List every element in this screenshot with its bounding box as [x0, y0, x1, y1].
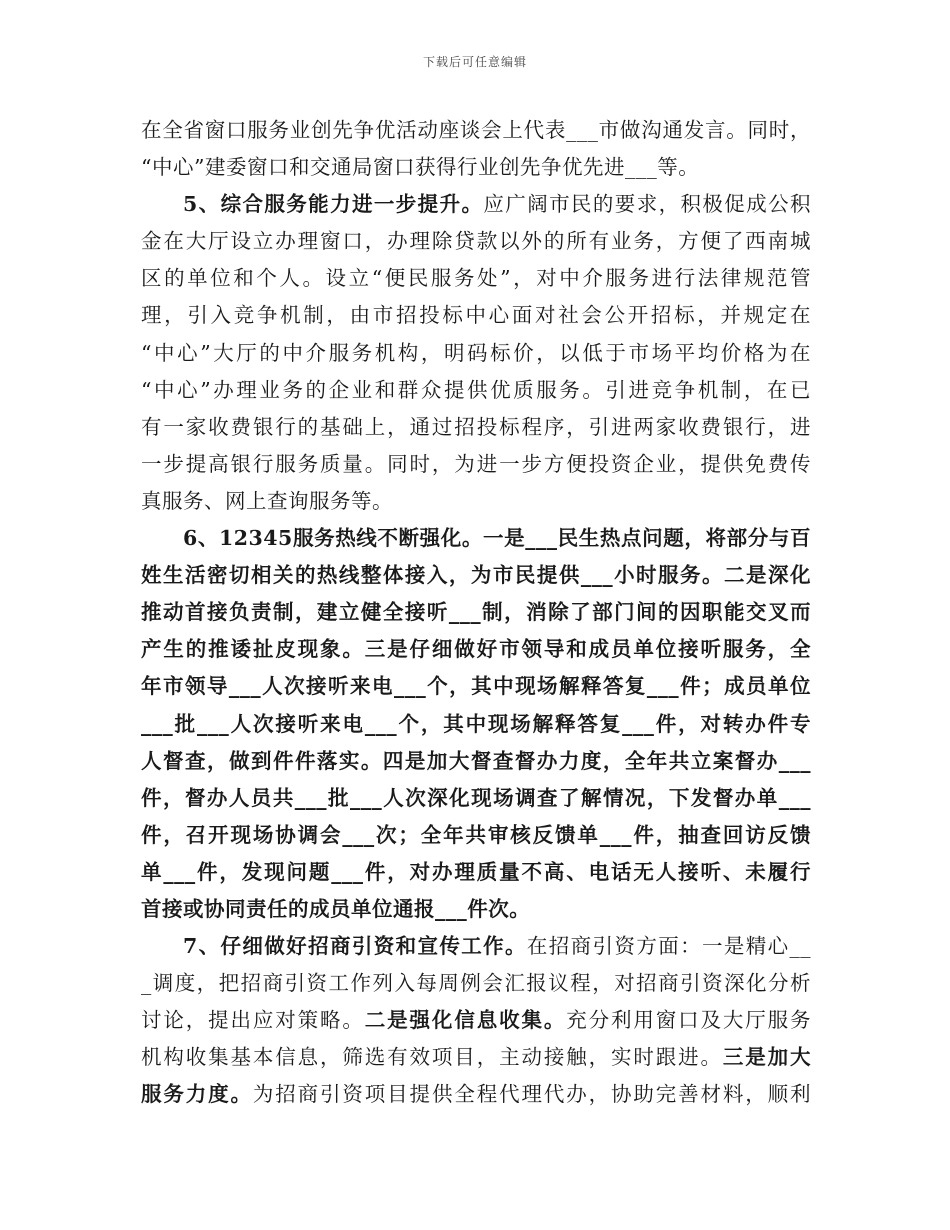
text-line — [141, 928, 811, 965]
text-line — [141, 1039, 811, 1076]
body-text: 金在大厅设立办理窗口，办理除贷款以外的所有业务，方便了西南城 — [141, 229, 811, 254]
text-line — [141, 446, 811, 483]
text-line — [141, 594, 811, 631]
text-line — [141, 520, 811, 557]
bold-text: 件，督办人员共___批___人次深化现场调查了解情况，下发督办单___ — [141, 785, 811, 810]
body-text: “中心”办理业务的企业和群众提供优质服务。引进竞争机制，在已 — [141, 377, 811, 402]
text-line — [141, 223, 811, 260]
text-line — [141, 891, 811, 928]
text-line — [141, 557, 811, 594]
text-line — [141, 260, 811, 297]
document-body — [141, 112, 811, 1114]
body-text: 在全省窗口服务业创先争优活动座谈会上代表___市做沟通发言。同时， — [141, 118, 811, 142]
body-text: 充分利用窗口及大厅服务 — [566, 1008, 812, 1033]
text-line — [141, 483, 811, 520]
text-line — [141, 297, 811, 334]
bold-text: 二是强化信息收集。 — [364, 1008, 567, 1033]
bold-text: 姓生活密切相关的热线整体接入，为市民提供___小时服务。二是深化 — [141, 563, 811, 588]
bold-text: 年市领导___人次接听来电___个，其中现场解释答复___件；成员单位 — [141, 674, 811, 699]
bold-text: 三是加大 — [722, 1045, 812, 1070]
text-line — [141, 372, 811, 409]
text-line — [141, 149, 811, 186]
text-line — [141, 186, 811, 223]
bold-text: ___批___人次接听来电___个，其中现场解释答复___件，对转办件专 — [141, 711, 811, 736]
page-header: 下载后可任意编辑 — [422, 55, 527, 69]
body-text: 机构收集基本信息，筛选有效项目，主动接触，实时跟进。 — [141, 1045, 723, 1070]
bold-text: 件，召开现场协调会___次；全年共审核反馈单___件，抽查回访反馈 — [141, 822, 811, 847]
bold-text: 5、综合服务能力进一步提升。 — [183, 192, 484, 217]
text-line — [141, 817, 811, 854]
body-text: _调度，把招商引资工作列入每周例会汇报议程，对招商引资深化分析 — [141, 971, 811, 996]
body-text: 为招商引资项目提供全程代理代办，协助完善材料，顺利 — [252, 1082, 812, 1107]
body-text: 区的单位和个人。设立“便民服务处”，对中介服务进行法律规范管 — [141, 266, 811, 291]
text-line — [141, 112, 811, 149]
text-line — [141, 409, 811, 446]
body-text: 理，引入竞争机制，由市招投标中心面对社会公开招标，并规定在 — [141, 303, 811, 328]
bold-text: 首接或协同责任的成员单位通报___件次。 — [141, 896, 531, 921]
bold-text: 单___件，发现问题___件，对办理质量不高、电话无人接听、未履行 — [141, 859, 811, 884]
text-line — [141, 854, 811, 891]
body-text: 应广阔市民的要求，积极促成公积 — [483, 192, 812, 217]
text-line — [141, 668, 811, 705]
bold-text: 7、仔细做好招商引资和宣传工作。 — [183, 934, 527, 959]
bold-text: 人督查，做到件件落实。四是加大督查督办力度，全年共立案督办___ — [141, 748, 811, 773]
bold-text: 服务力度。 — [141, 1082, 253, 1107]
body-text: 真服务、网上查询服务等。 — [141, 488, 393, 513]
text-line — [141, 743, 811, 780]
body-text: 讨论，提出应对策略。 — [141, 1008, 365, 1033]
text-line — [141, 965, 811, 1002]
text-line — [141, 335, 811, 372]
text-line — [141, 1076, 811, 1113]
body-text: 有一家收费银行的基础上，通过招投标程序，引进两家收费银行，进 — [141, 414, 811, 439]
body-text: “中心”大厅的中介服务机构，明码标价，以低于市场平均价格为在 — [141, 340, 811, 365]
text-line — [141, 780, 811, 817]
body-text: 在招商引资方面：一是精心__ — [526, 934, 812, 959]
body-text: “中心”建委窗口和交通局窗口获得行业创先争优先进___等。 — [141, 155, 700, 180]
text-line — [141, 1002, 811, 1039]
bold-text: 6、12345服务热线不断强化。一是___民生热点问题，将部分与百 — [183, 526, 811, 551]
text-line — [141, 631, 811, 668]
text-line — [141, 706, 811, 743]
bold-text: 产生的推诿扯皮现象。三是仔细做好市领导和成员单位接听服务，全 — [141, 637, 811, 662]
bold-text: 推动首接负责制，建立健全接听___制，消除了部门间的因职能交叉而 — [141, 600, 811, 625]
body-text: 一步提高银行服务质量。同时，为进一步方便投资企业，提供免费传 — [141, 451, 811, 476]
